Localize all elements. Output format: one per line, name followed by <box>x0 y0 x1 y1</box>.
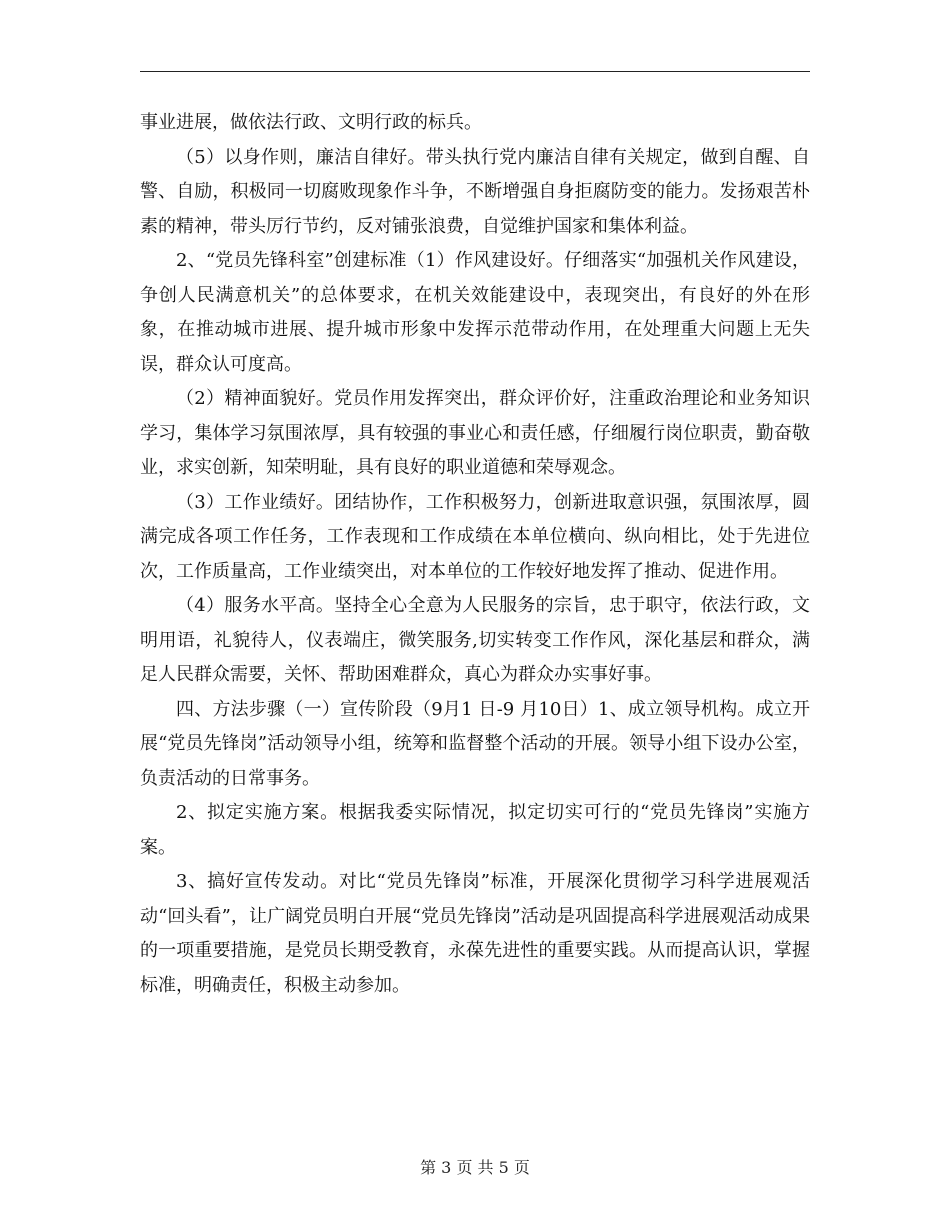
paragraph-publicity: 3、搞好宣传发动。对比“党员先锋岗”标准，开展深化贯彻学习科学进展观活动“回头看”，让广阔党员明白开展“党员先锋岗”活动是巩固提高科学进展观活动成果的一项重要措施，是党员长期受教育，永葆先进性的重要实践。从而提高认识，掌握标准，明确责任，积极主动参加。 <box>140 871 810 996</box>
paragraph-office-standard: 2、“党员先锋科室”创建标准（1）作风建设好。仔细落实“加强机关作风建设，争创人民满意机关”的总体要求，在机关效能建设中，表现突出，有良好的外在形象，在推动城市进展、提升城市形象中发挥示范带动作用，在处理重大问题上无失误，群众认可度高。 <box>140 250 810 375</box>
page-number: 第 3 页 共 5 页 <box>420 1158 530 1177</box>
paragraph-spirit: （2）精神面貌好。党员作用发挥突出，群众评价好，注重政治理论和业务知识学习，集体学习氛围浓厚，具有较强的事业心和责任感，仔细履行岗位职责，勤奋敬业，求实创新，知荣明耻，具有良好的职业道德和荣辱观念。 <box>140 388 810 478</box>
header-rule <box>140 71 810 72</box>
paragraph-plan: 2、拟定实施方案。根据我委实际情况，拟定切实可行的“党员先锋岗”实施方案。 <box>140 802 810 858</box>
paragraph-performance: （3）工作业绩好。团结协作，工作积极努力，创新进取意识强，氛围浓厚，圆满完成各项工作任务，工作表现和工作成绩在本单位横向、纵向相比，处于先进位次，工作质量高，工作业绩突出，对本单位的工作较好地发挥了推动、促进作用。 <box>140 491 810 582</box>
page-footer <box>0 1158 950 1178</box>
paragraph-integrity: （5）以身作则，廉洁自律好。带头执行党内廉洁自律有关规定，做到自醒、自警、自励，积极同一切腐败现象作斗争，不断增强自身拒腐防变的能力。发扬艰苦朴素的精神，带头厉行节约，反对铺张浪费，自觉维护国家和集体利益。 <box>140 146 810 237</box>
paragraph-method-steps: 四、方法步骤（一）宣传阶段（9月1 日-9 月10日）1、成立领导机构。成立开展“党员先锋岗”活动领导小组，统筹和监督整个活动的开展。领导小组下设办公室，负责活动的日常事务。 <box>140 698 810 789</box>
paragraph-service: （4）服务水平高。坚持全心全意为人民服务的宗旨，忠于职守，依法行政，文明用语，礼貌待人，仪表端庄，微笑服务,切实转变工作作风，深化基层和群众，满足人民群众需要，关怀、帮助困难群众，真心为群众办实事好事。 <box>140 595 810 685</box>
document-body <box>140 106 810 1003</box>
paragraph-continuation: 事业进展，做依法行政、文明行政的标兵。 <box>140 112 482 133</box>
